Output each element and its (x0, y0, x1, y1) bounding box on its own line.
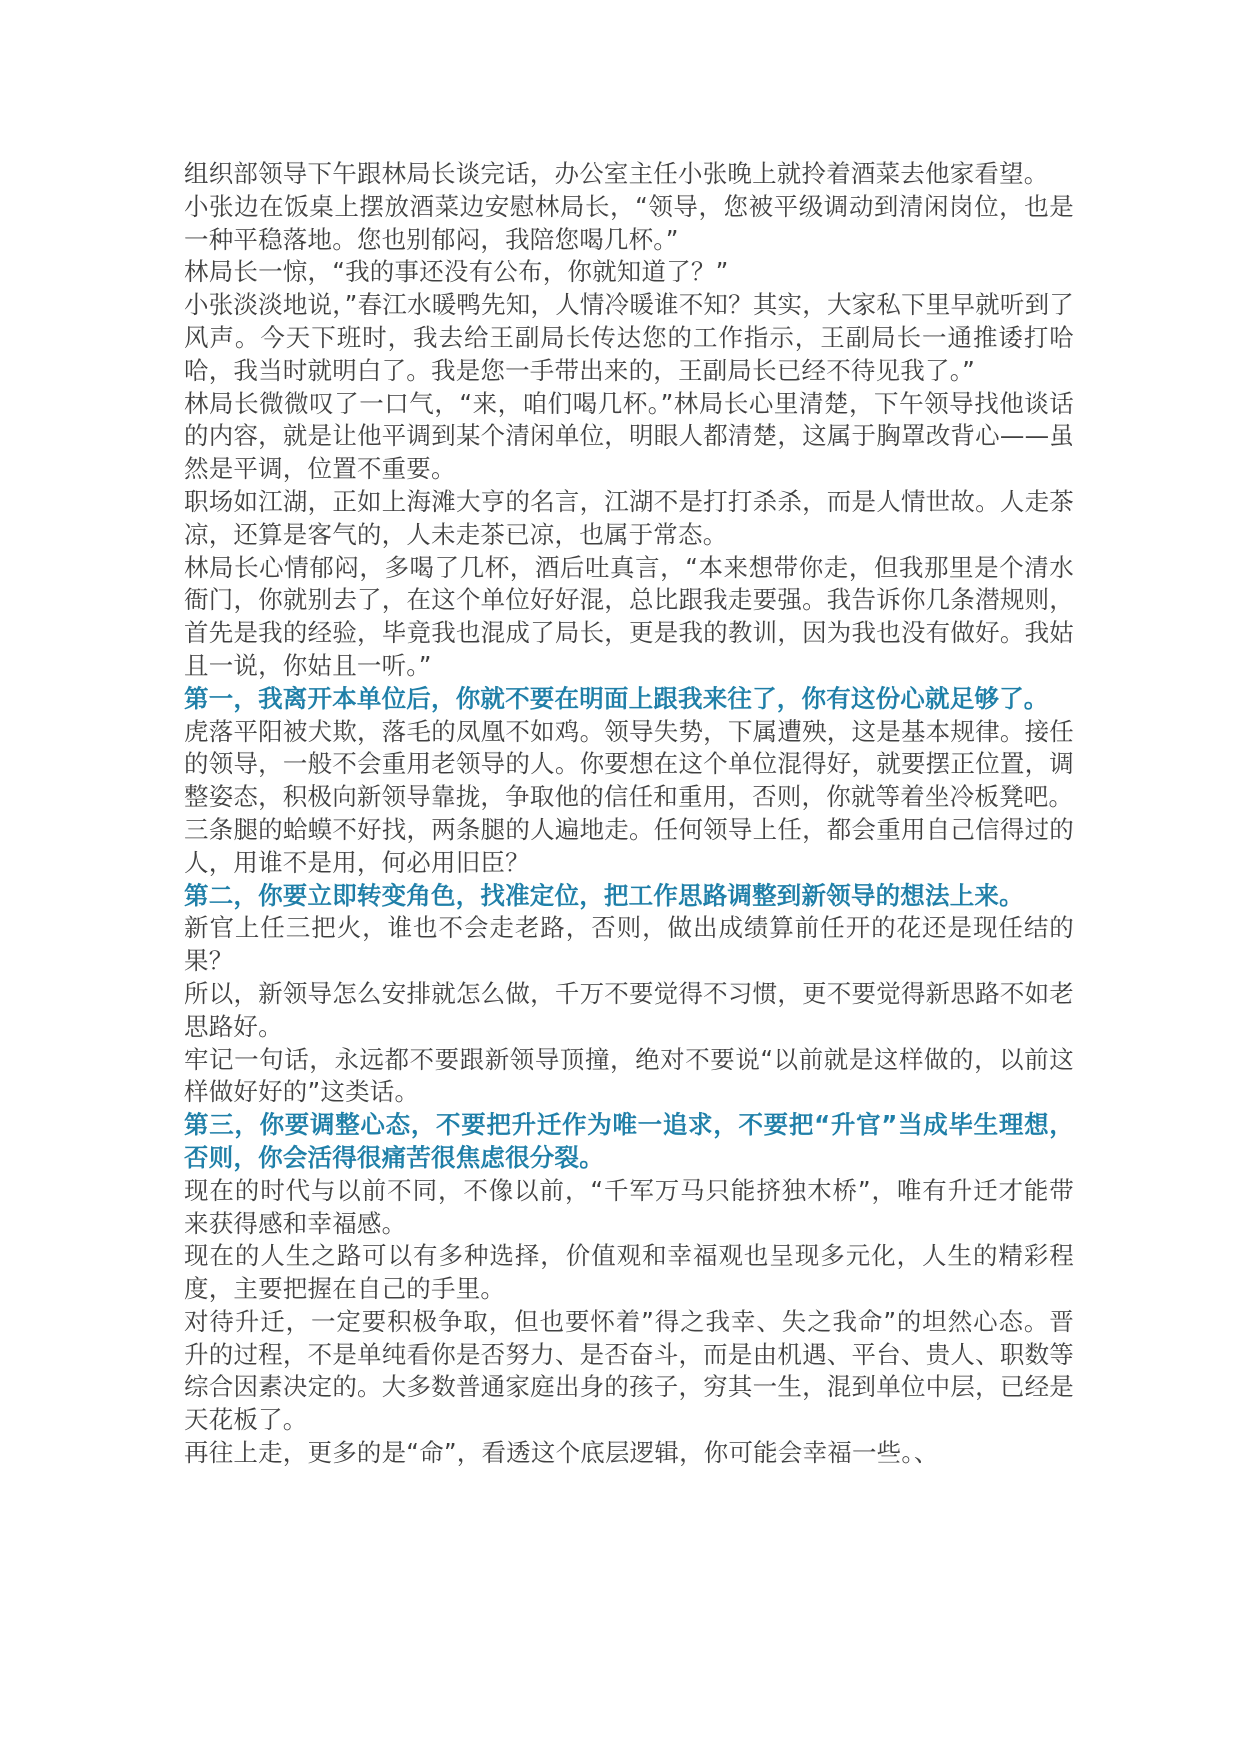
paragraph: 小张边在饭桌上摆放酒菜边安慰林局长，“领导，您被平级调动到清闲岗位，也是一种平稳落地。您也别郁闷，我陪您喝几杯。” (184, 191, 1074, 254)
section-heading-1: 第一，我离开本单位后，你就不要在明面上跟我来往了，你有这份心就足够了。 (184, 683, 1049, 713)
paragraph: 所以，新领导怎么安排就怎么做，千万不要觉得不习惯，更不要觉得新思路不如老思路好。 (184, 978, 1074, 1041)
paragraph: 现在的时代与以前不同，不像以前，“千军万马只能挤独木桥”，唯有升迁才能带来获得感和幸福感。 (184, 1175, 1074, 1238)
paragraph: 组织部领导下午跟林局长谈完话，办公室主任小张晚上就拎着酒菜去他家看望。 (184, 159, 1049, 188)
paragraph: 对待升迁，一定要积极争取，但也要怀着”得之我幸、失之我命”的坦然心态。晋升的过程，不是单纯看你是否努力、是否奋斗，而是由机遇、平台、贵人、职数等综合因素决定的。大多数普通家庭出身的孩子，穷其一生，混到单位中层，已经是天花板了。 (184, 1306, 1074, 1435)
paragraph: 林局长微微叹了一口气，“来，咱们喝几杯。”林局长心里清楚，下午领导找他谈话的内容，就是让他平调到某个清闲单位，明眼人都清楚，这属于胸罩改背心——虽然是平调，位置不重要。 (184, 388, 1074, 484)
paragraph: 虎落平阳被犬欺，落毛的凤凰不如鸡。领导失势，下属遭殃，这是基本规律。接任的领导，一般不会重用老领导的人。你要想在这个单位混得好，就要摆正位置，调整姿态，积极向新领导靠拢，争取他的信任和重用，否则，你就等着坐冷板凳吧。 (184, 716, 1074, 812)
paragraph: 再往上走，更多的是“命”，看透这个底层逻辑，你可能会幸福一些。、 (184, 1438, 939, 1468)
paragraph: 林局长心情郁闷，多喝了几杯，酒后吐真言，“本来想带你走，但我那里是个清水衙门，你就别去了，在这个单位好好混，总比跟我走要强。我告诉你几条潜规则，首先是我的经验，毕竟我也混成了局长，更是我的教训，因为我也没有做好。我姑且一说，你姑且一听。” (184, 552, 1074, 680)
paragraph: 小张淡淡地说，”春江水暖鸭先知，人情冷暖谁不知？其实，大家私下里早就听到了风声。今天下班时，我去给王副局长传达您的工作指示，王副局长一通推诿打哈哈，我当时就明白了。我是您一手带出来的，王副局长已经不待见我了。” (184, 290, 1074, 385)
paragraph: 现在的人生之路可以有多种选择，价值观和幸福观也呈现多元化，人生的精彩程度，主要把握在自己的手里。 (184, 1241, 1074, 1304)
article-body (184, 158, 1074, 1470)
paragraph: 三条腿的蛤蟆不好找，两条腿的人遍地走。任何领导上任，都会重用自己信得过的人，用谁不是用，何必用旧臣？ (184, 814, 1074, 877)
section-heading-2: 第二，你要立即转变角色，找准定位，把工作思路调整到新领导的想法上来。 (184, 880, 1024, 910)
paragraph: 新官上任三把火，谁也不会走老路，否则，做出成绩算前任开的花还是现任结的果？ (184, 913, 1074, 976)
paragraph: 牢记一句话，永远都不要跟新领导顶撞，绝对不要说“以前就是这样做的，以前这样做好好的”这类话。 (184, 1044, 1074, 1107)
paragraph: 职场如江湖，正如上海滩大亨的名言，江湖不是打打杀杀，而是人情世故。人走茶凉，还算是客气的，人未走茶已凉，也属于常态。 (184, 486, 1074, 549)
section-heading-3: 第三，你要调整心态，不要把升迁作为唯一追求，不要把“升官”当成毕生理想，否则，你会活得很痛苦很焦虑很分裂。 (184, 1110, 1074, 1172)
paragraph: 林局长一惊，“我的事还没有公布，你就知道了？” (184, 257, 729, 287)
